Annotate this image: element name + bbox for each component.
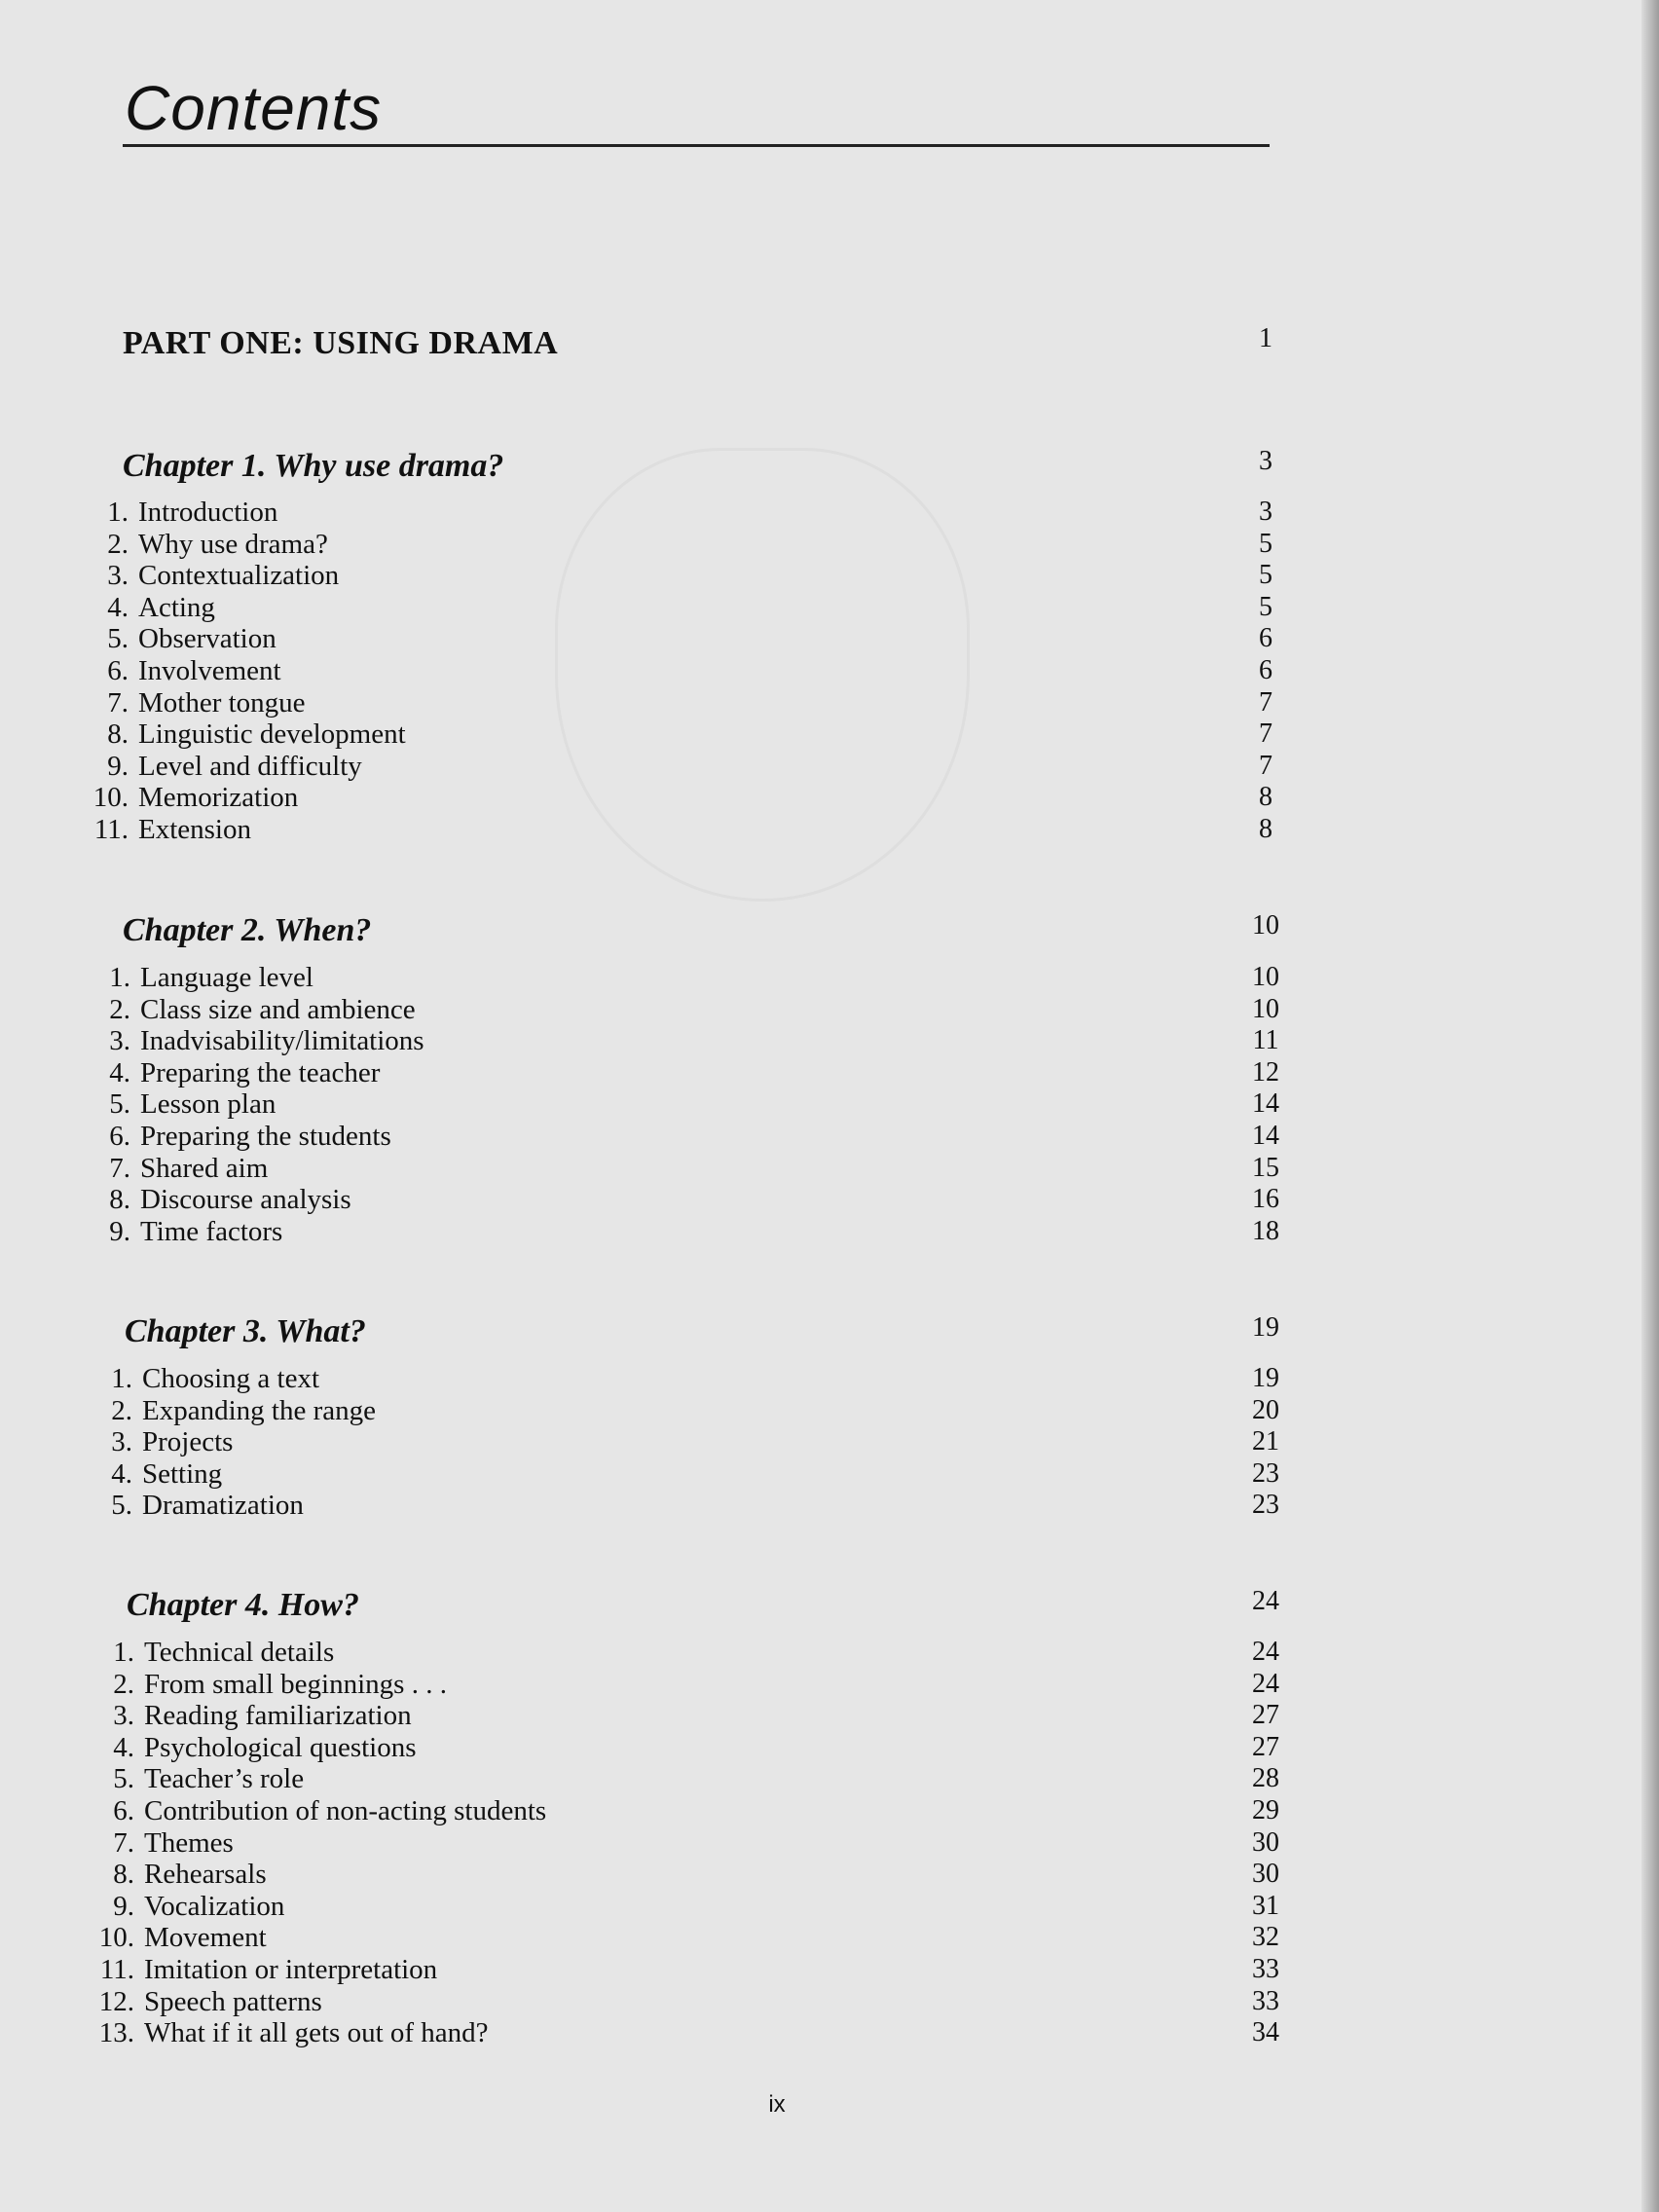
toc-entry-page: 31 bbox=[1252, 1890, 1279, 1921]
toc-entry-number: 2. bbox=[109, 993, 130, 1025]
toc-entry-label: Psychological questions bbox=[144, 1731, 417, 1763]
toc-entry-page: 20 bbox=[1252, 1394, 1279, 1425]
chapter-2-items bbox=[80, 962, 1307, 1247]
toc-entry-number: 9. bbox=[113, 1890, 134, 1922]
toc-entry-number: 7. bbox=[113, 1826, 134, 1859]
chapter-1-items bbox=[78, 497, 1305, 846]
page-title: Contents bbox=[125, 73, 383, 143]
toc-entry-label: Inadvisability/limitations bbox=[140, 1025, 424, 1057]
toc-entry-label: Time factors bbox=[140, 1215, 283, 1247]
toc-entry bbox=[84, 2017, 1310, 2049]
toc-entry-label: Movement bbox=[144, 1922, 267, 1954]
toc-entry-label: Vocalization bbox=[144, 1890, 285, 1922]
toc-entry-label: Involvement bbox=[138, 654, 281, 686]
toc-entry-page: 16 bbox=[1252, 1184, 1279, 1215]
toc-entry-page: 5 bbox=[1259, 528, 1272, 559]
part-heading: PART ONE: USING DRAMA bbox=[123, 325, 559, 361]
toc-entry-label: Contribution of non-acting students bbox=[144, 1794, 547, 1826]
toc-entry bbox=[80, 994, 1307, 1026]
toc-entry bbox=[80, 1088, 1307, 1121]
toc-entry-label: Dramatization bbox=[142, 1490, 304, 1522]
toc-entry-number: 8. bbox=[113, 1859, 134, 1891]
toc-entry-page: 3 bbox=[1259, 497, 1272, 527]
toc-entry bbox=[78, 623, 1305, 655]
toc-entry bbox=[78, 687, 1305, 719]
toc-entry-number: 4. bbox=[109, 1056, 130, 1088]
toc-entry-number: 5. bbox=[109, 1088, 130, 1121]
toc-entry-number: 3. bbox=[107, 560, 129, 592]
toc-entry-page: 6 bbox=[1259, 654, 1272, 685]
toc-entry-label: Speech patterns bbox=[144, 1985, 322, 2017]
toc-entry-number: 10. bbox=[92, 782, 129, 814]
toc-entry-page: 5 bbox=[1259, 591, 1272, 622]
toc-entry bbox=[80, 1025, 1307, 1057]
toc-entry-number: 1. bbox=[109, 962, 130, 993]
toc-entry-number: 2. bbox=[107, 528, 129, 560]
toc-entry-label: Setting bbox=[142, 1457, 223, 1490]
chapter-4-items bbox=[84, 1637, 1310, 2049]
toc-entry bbox=[84, 1891, 1310, 1923]
toc-entry-page: 6 bbox=[1259, 623, 1272, 654]
toc-entry bbox=[84, 1700, 1310, 1732]
toc-entry-number: 5. bbox=[107, 623, 129, 655]
toc-entry bbox=[82, 1395, 1309, 1427]
toc-entry bbox=[84, 1732, 1310, 1764]
toc-entry-page: 11 bbox=[1252, 1025, 1279, 1056]
toc-entry-label: Shared aim bbox=[140, 1152, 269, 1184]
toc-entry-number: 1. bbox=[111, 1363, 132, 1394]
toc-entry-number: 8. bbox=[109, 1184, 130, 1216]
toc-entry-label: Linguistic development bbox=[138, 719, 406, 751]
toc-entry-number: 3. bbox=[113, 1700, 134, 1732]
toc-entry bbox=[80, 1184, 1307, 1216]
chapter-1-title: Chapter 1. Why use drama? bbox=[123, 448, 504, 484]
toc-entry-label: Level and difficulty bbox=[138, 750, 362, 782]
toc-entry bbox=[82, 1458, 1309, 1491]
toc-entry-label: What if it all gets out of hand? bbox=[144, 2017, 489, 2049]
toc-entry-page: 30 bbox=[1252, 1859, 1279, 1890]
toc-entry bbox=[78, 655, 1305, 687]
toc-entry bbox=[78, 814, 1305, 846]
toc-entry-page: 24 bbox=[1252, 1668, 1279, 1699]
toc-entry-page: 12 bbox=[1252, 1056, 1279, 1088]
toc-entry bbox=[78, 719, 1305, 751]
toc-entry-number: 7. bbox=[107, 686, 129, 719]
toc-entry bbox=[78, 782, 1305, 814]
toc-entry bbox=[84, 1669, 1310, 1701]
chapter-2-title: Chapter 2. When? bbox=[123, 912, 372, 948]
toc-entry-label: Reading familiarization bbox=[144, 1700, 412, 1732]
toc-entry-label: Mother tongue bbox=[138, 686, 306, 719]
page-edge-shadow bbox=[1641, 0, 1659, 2212]
toc-entry-number: 1. bbox=[107, 497, 129, 528]
toc-entry-label: Class size and ambience bbox=[140, 993, 416, 1025]
toc-entry-label: Discourse analysis bbox=[140, 1184, 351, 1216]
chapter-3-items bbox=[82, 1363, 1309, 1522]
chapter-3-page: 19 bbox=[1252, 1312, 1279, 1343]
toc-entry bbox=[84, 1986, 1310, 2018]
toc-entry-label: Expanding the range bbox=[142, 1394, 376, 1426]
toc-entry-page: 5 bbox=[1259, 560, 1272, 591]
toc-entry-page: 28 bbox=[1252, 1763, 1279, 1794]
toc-entry-page: 10 bbox=[1252, 993, 1279, 1024]
toc-entry-page: 23 bbox=[1252, 1490, 1279, 1521]
toc-entry-page: 7 bbox=[1259, 719, 1272, 750]
toc-entry-number: 5. bbox=[111, 1490, 132, 1522]
toc-entry-number: 4. bbox=[107, 591, 129, 623]
toc-entry bbox=[84, 1922, 1310, 1954]
toc-entry-number: 3. bbox=[109, 1025, 130, 1057]
toc-entry-page: 33 bbox=[1252, 1985, 1279, 2016]
toc-entry-label: Rehearsals bbox=[144, 1859, 267, 1891]
toc-entry-page: 34 bbox=[1252, 2017, 1279, 2048]
toc-entry-number: 10. bbox=[98, 1922, 134, 1954]
toc-entry-page: 33 bbox=[1252, 1953, 1279, 1984]
toc-entry bbox=[82, 1490, 1309, 1522]
toc-entry-number: 8. bbox=[107, 719, 129, 751]
toc-entry-number: 11. bbox=[99, 1953, 134, 1985]
toc-entry bbox=[82, 1426, 1309, 1458]
toc-entry-number: 9. bbox=[107, 750, 129, 782]
toc-entry-label: Contextualization bbox=[138, 560, 340, 592]
toc-entry-label: Language level bbox=[140, 962, 313, 993]
chapter-3-title: Chapter 3. What? bbox=[125, 1313, 366, 1349]
toc-entry bbox=[78, 751, 1305, 783]
toc-entry-label: Themes bbox=[144, 1826, 234, 1859]
toc-entry-label: Teacher’s role bbox=[144, 1763, 305, 1795]
toc-entry bbox=[84, 1859, 1310, 1891]
chapter-4-page: 24 bbox=[1252, 1586, 1279, 1616]
toc-entry-label: Observation bbox=[138, 623, 276, 655]
toc-entry-label: Lesson plan bbox=[140, 1088, 276, 1121]
toc-entry bbox=[78, 560, 1305, 592]
toc-entry bbox=[78, 529, 1305, 561]
toc-entry-page: 23 bbox=[1252, 1457, 1279, 1489]
toc-entry bbox=[80, 1216, 1307, 1248]
toc-entry-page: 14 bbox=[1252, 1120, 1279, 1151]
toc-entry-label: Projects bbox=[142, 1426, 234, 1458]
toc-entry-label: Acting bbox=[138, 591, 215, 623]
toc-entry-page: 8 bbox=[1259, 782, 1272, 813]
toc-entry-label: Memorization bbox=[138, 782, 299, 814]
toc-entry-number: 7. bbox=[109, 1152, 130, 1184]
toc-entry bbox=[80, 962, 1307, 994]
toc-entry-label: Technical details bbox=[144, 1637, 335, 1668]
part-page-number: 1 bbox=[1259, 323, 1272, 353]
toc-entry-number: 12. bbox=[98, 1985, 134, 2017]
toc-entry bbox=[84, 1795, 1310, 1827]
toc-entry bbox=[82, 1363, 1309, 1395]
toc-entry-number: 6. bbox=[109, 1120, 130, 1152]
toc-entry bbox=[84, 1763, 1310, 1795]
toc-entry bbox=[78, 592, 1305, 624]
toc-entry-number: 5. bbox=[113, 1763, 134, 1795]
toc-entry bbox=[78, 497, 1305, 529]
toc-entry-page: 30 bbox=[1252, 1826, 1279, 1858]
chapter-4-title: Chapter 4. How? bbox=[127, 1587, 359, 1623]
toc-entry-page: 18 bbox=[1252, 1215, 1279, 1246]
toc-entry-number: 6. bbox=[107, 654, 129, 686]
toc-entry-page: 21 bbox=[1252, 1426, 1279, 1457]
toc-entry-page: 19 bbox=[1252, 1363, 1279, 1393]
toc-entry-page: 27 bbox=[1252, 1700, 1279, 1731]
toc-entry-page: 7 bbox=[1259, 750, 1272, 781]
toc-entry-number: 1. bbox=[113, 1637, 134, 1668]
toc-entry-label: Extension bbox=[138, 813, 251, 845]
toc-entry bbox=[80, 1121, 1307, 1153]
title-rule bbox=[123, 144, 1270, 147]
toc-entry bbox=[84, 1827, 1310, 1860]
toc-entry-number: 4. bbox=[111, 1457, 132, 1490]
toc-entry-label: Preparing the students bbox=[140, 1120, 391, 1152]
toc-entry bbox=[80, 1153, 1307, 1185]
toc-entry-number: 4. bbox=[113, 1731, 134, 1763]
toc-entry-page: 14 bbox=[1252, 1088, 1279, 1120]
toc-entry bbox=[80, 1057, 1307, 1089]
toc-entry-label: Imitation or interpretation bbox=[144, 1953, 438, 1985]
toc-entry bbox=[84, 1954, 1310, 1986]
toc-entry-page: 27 bbox=[1252, 1731, 1279, 1762]
toc-entry-page: 15 bbox=[1252, 1152, 1279, 1183]
toc-entry-number: 3. bbox=[111, 1426, 132, 1458]
chapter-2-page: 10 bbox=[1252, 910, 1279, 940]
toc-entry-label: From small beginnings . . . bbox=[144, 1668, 447, 1700]
toc-entry-number: 2. bbox=[113, 1668, 134, 1700]
toc-entry-page: 7 bbox=[1259, 686, 1272, 718]
toc-entry-page: 32 bbox=[1252, 1922, 1279, 1953]
toc-entry-number: 9. bbox=[109, 1215, 130, 1247]
toc-entry-page: 29 bbox=[1252, 1794, 1279, 1825]
toc-entry-number: 2. bbox=[111, 1394, 132, 1426]
toc-entry-label: Choosing a text bbox=[142, 1363, 320, 1394]
toc-entry-number: 13. bbox=[98, 2017, 134, 2049]
toc-entry-page: 24 bbox=[1252, 1637, 1279, 1667]
toc-entry-number: 6. bbox=[113, 1794, 134, 1826]
toc-entry-page: 8 bbox=[1259, 813, 1272, 844]
chapter-1-page: 3 bbox=[1259, 446, 1272, 476]
page-folio: ix bbox=[768, 2091, 786, 2118]
toc-entry-number: 11. bbox=[93, 813, 129, 845]
toc-entry-page: 10 bbox=[1252, 962, 1279, 992]
toc-entry-label: Introduction bbox=[138, 497, 278, 528]
toc-entry-label: Preparing the teacher bbox=[140, 1056, 381, 1088]
toc-entry bbox=[84, 1637, 1310, 1669]
toc-entry-label: Why use drama? bbox=[138, 528, 328, 560]
